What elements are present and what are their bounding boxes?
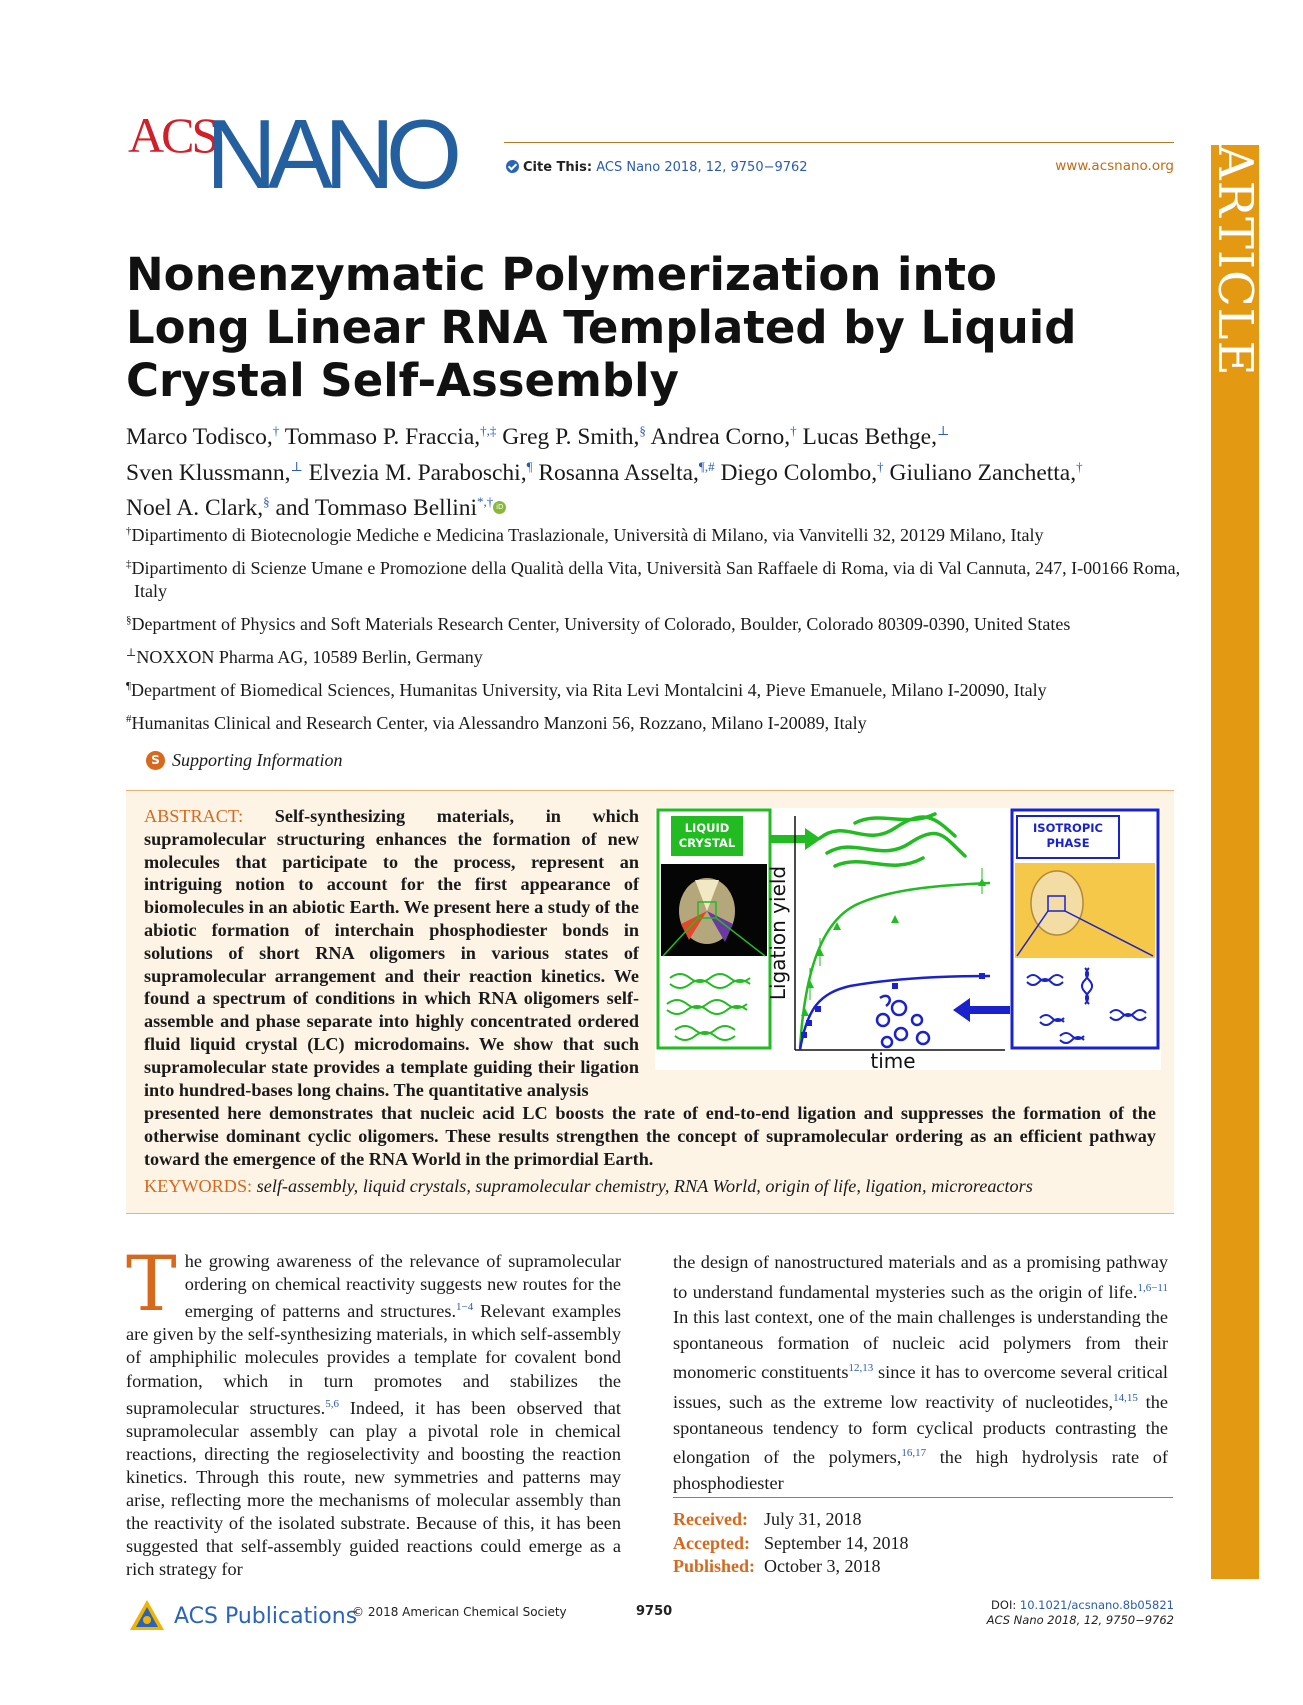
author[interactable]: Diego Colombo,† — [720, 458, 884, 486]
doi-link[interactable]: 10.1021/acsnano.8b05821 — [1019, 1598, 1174, 1612]
author[interactable]: Noel A. Clark,§ — [126, 494, 270, 522]
author[interactable]: Elvezia M. Paraboschi,¶ — [308, 458, 533, 486]
author[interactable]: Andrea Corno,† — [650, 423, 797, 450]
cite-label: Cite This: — [523, 160, 593, 175]
body-text: the design of nanostructured materials and as a promising pathway to understand fundamental mysteries such as the origin of life. — [673, 1252, 1168, 1302]
publisher-logo[interactable] — [128, 1597, 357, 1635]
keywords-list: self-assembly, liquid crystals, supramolecular chemistry, RNA World, origin of life, ligation, microreactors — [256, 1176, 1033, 1196]
author[interactable]: and Tommaso Bellini*,† — [275, 494, 494, 522]
iso-label-2: PHASE — [1046, 836, 1090, 850]
article-type-label: ARTICLE — [1207, 145, 1263, 377]
orcid-icon[interactable]: iD — [493, 501, 506, 514]
lc-label-2: CRYSTAL — [678, 836, 736, 850]
body-text: the high hydrolysis rate of phosphodiester — [673, 1447, 1168, 1494]
page-number: 9750 — [636, 1604, 673, 1619]
affiliation: §Department of Physics and Soft Materials Research Center, University of Colorado, Boulder, Colorado 80309-0390, United States — [126, 614, 1071, 634]
dates-rule — [673, 1497, 1173, 1498]
abstract-body: Self-synthesizing materials, in which supramolecular structuring enhances the formation of new molecules that participate to the process, represent an intriguing notion to account for the first appearance of biomolecules in an abiotic Earth. We present here a study of the abiotic formation of interchain phosphodiester bonds in solutions of short RNA oligomers in various states of supramolecular arrangement and their reaction kinetics. We found a spectrum of conditions in which RNA oligomers self-assemble and phase separate into highly concentrated ordered fluid liquid crystal (LC) microdomains. We show that such supramolecular state provides a template guiding their ligation into hundred-bases long chains. The quantitative analysis — [144, 806, 639, 1100]
affiliation: ⊥NOXXON Pharma AG, 10589 Berlin, Germany — [126, 647, 483, 667]
abstract-text-continued: presented here demonstrates that nucleic acid LC boosts the rate of end-to-end ligation and suppresses the formation of the otherwise dominant cyclic oligomers. These results strengthen the concept of supramolecular ordering as an efficient pathway toward the emergence of the RNA World in the primordial Earth. — [144, 1103, 1156, 1169]
doi-block: DOI: 10.1021/acsnano.8b05821 ACS Nano 2018, 12, 9750−9762 — [986, 1598, 1174, 1627]
author[interactable]: Lucas Bethge,⊥ — [802, 423, 950, 450]
affiliation: ¶Department of Biomedical Sciences, Humanitas University, via Rita Levi Montalcini 4, Pieve Emanuele, Milano I-20090, Italy — [126, 680, 1047, 700]
author[interactable]: Greg P. Smith,§ — [502, 423, 646, 450]
header-rule — [504, 142, 1174, 143]
body-column-left — [126, 1239, 622, 1582]
publication-dates — [673, 1508, 908, 1579]
keywords — [144, 1175, 1156, 1198]
lc-label-1: LIQUID — [684, 821, 730, 835]
body-text: Relevant examples are given by the self-synthesizing materials, in which self-assembly of amphiphilic molecules provides a template for covalent bond formation, which in turn promotes and stabilizes the supramolecular structures. — [126, 1301, 622, 1418]
polymer-chains-icon — [820, 814, 965, 866]
keywords-label: KEYWORDS: — [144, 1176, 253, 1196]
author[interactable]: Giuliano Zanchetta,† — [889, 458, 1083, 486]
author[interactable]: Rosanna Asselta,¶,# — [538, 458, 715, 486]
journal-website-link[interactable]: www.acsnano.org — [1055, 158, 1174, 174]
reference-link[interactable]: 12,13 — [848, 1362, 874, 1375]
check-circle-icon — [506, 160, 519, 173]
supporting-information-link[interactable] — [146, 750, 343, 771]
reference-link[interactable]: 16,17 — [901, 1447, 927, 1460]
reference-link[interactable]: 1,6−11 — [1137, 1281, 1168, 1294]
y-axis-label: Ligation yield — [766, 865, 790, 1001]
body-text: he growing awareness of the relevance of supramolecular ordering on chemical reactivity suggests new routes for the emerging of patterns and structures. — [184, 1251, 621, 1322]
toc-graphic — [655, 808, 1161, 1070]
x-axis-label: time — [870, 1049, 916, 1070]
article-side-bar — [1207, 145, 1263, 1579]
author-list — [126, 416, 1186, 523]
publisher-name: ACS Publications — [174, 1603, 358, 1629]
body-text: In this last context, one of the main challenges is understanding the spontaneous formation of nucleic acid polymers from their monomeric constituents — [673, 1307, 1168, 1383]
reference-link[interactable]: 1−4 — [456, 1301, 474, 1314]
cyclic-oligomers-icon — [877, 996, 929, 1047]
published-date: Published: October 3, 2018 — [673, 1556, 881, 1576]
acs-emblem-icon — [128, 1597, 166, 1635]
body-column-right — [673, 1250, 1168, 1497]
received-date: Received: July 31, 2018 — [673, 1509, 862, 1529]
drop-cap: T — [126, 1239, 177, 1328]
iso-arrow-icon — [953, 998, 1010, 1022]
copyright: © 2018 American Chemical Society — [352, 1605, 567, 1619]
affiliation: ‡Dipartimento di Scienze Umane e Promozione della Qualità della Vita, Università San Raffaele di Roma, via di Val Cannuta, 247, I-00166 Roma, Italy — [126, 558, 1181, 601]
journal-reference: ACS Nano 2018, 12, 9750−9762 — [986, 1613, 1174, 1627]
cite-reference[interactable]: ACS Nano 2018, 12, 9750−9762 — [596, 160, 808, 175]
affiliation: #Humanitas Clinical and Research Center, via Alessandro Manzoni 56, Rozzano, Milano I-20089, Italy — [126, 713, 867, 733]
cite-this[interactable] — [506, 160, 808, 175]
reference-link[interactable]: 5,6 — [325, 1397, 339, 1410]
journal-logo — [128, 100, 500, 192]
affiliation: †Dipartimento di Biotecnologie Mediche e Medicina Traslazionale, Università di Milano, via Vanvitelli 32, 20129 Milano, Italy — [126, 525, 1044, 545]
article-title: Nonenzymatic Polymerization into Long Linear RNA Templated by Liquid Crystal Self-Assembly — [126, 248, 1077, 407]
supporting-info-label[interactable]: Supporting Information — [172, 750, 343, 770]
body-text: since it has to overcome several critical issues, such as the extreme low reactivity of nucleotides, — [673, 1362, 1168, 1413]
author[interactable]: Tommaso P. Fraccia,†,‡ — [284, 423, 497, 450]
body-text: the spontaneous tendency to form cyclical products contrasting the elongation of the polymers, — [673, 1392, 1168, 1468]
supporting-info-icon: S — [146, 751, 165, 770]
logo-nano-text: NANO — [206, 100, 454, 192]
author[interactable]: Sven Klussmann,⊥ — [126, 458, 303, 486]
iso-label-1: ISOTROPIC — [1033, 821, 1103, 835]
author[interactable]: Marco Todisco,† — [126, 423, 280, 450]
logo-acs-text: ACS — [128, 107, 217, 163]
lc-yield-curve — [800, 883, 990, 1048]
abstract-label: ABSTRACT: — [144, 806, 244, 826]
body-text: Indeed, it has been observed that supramolecular assembly can play a pivotal role in chemical reactions, directing the regioselectivity and boosting the reaction kinetics. Through this route, new symmetries and patterns may arise, reflecting more the mechanisms of molecular assembly than the reactivity of the isolated substrate. Because of this, it has been suggested that self-assembly guided reactions could emerge as a rich strategy for — [126, 1397, 621, 1580]
reference-link[interactable]: 14,15 — [1113, 1392, 1138, 1405]
affiliations — [126, 520, 1186, 741]
accepted-date: Accepted: September 14, 2018 — [673, 1532, 909, 1553]
abstract-text — [144, 805, 639, 1101]
